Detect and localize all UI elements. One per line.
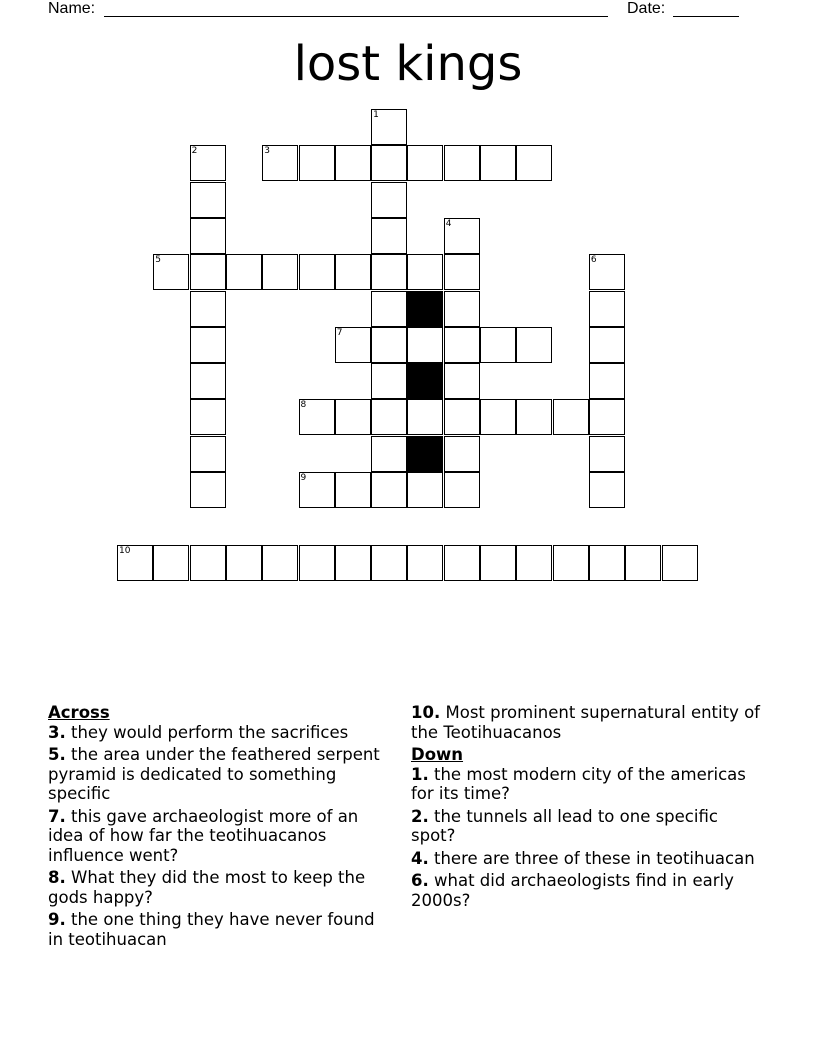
crossword-cell[interactable] — [299, 545, 335, 581]
crossword-cell[interactable] — [407, 145, 443, 181]
crossword-cell[interactable] — [190, 327, 226, 363]
crossword-cell[interactable] — [407, 545, 443, 581]
clue-across-7: 7. this gave archaeologist more of an idea of how far the teotihuacanos influence went? — [48, 806, 359, 865]
clue-number: 5 — [155, 255, 162, 266]
clue-number: 4 — [445, 218, 452, 229]
crossword-cell[interactable] — [335, 145, 371, 181]
page-title: lost kings — [293, 36, 523, 92]
clue-down-1: 1. the most modern city of the americas for its time? — [411, 764, 746, 803]
crossword-cell[interactable] — [589, 327, 625, 363]
crossword-cell[interactable] — [371, 545, 407, 581]
crossword-cell[interactable] — [190, 145, 226, 181]
crossword-cell[interactable] — [226, 254, 262, 290]
crossword-cell[interactable] — [299, 145, 335, 181]
crossword-cell[interactable] — [589, 545, 625, 581]
crossword-cell[interactable] — [190, 399, 226, 435]
crossword-cell[interactable] — [589, 291, 625, 327]
crossword-cell[interactable] — [335, 399, 371, 435]
crossword-cell[interactable] — [262, 545, 298, 581]
name-label: Name: — [48, 0, 96, 17]
crossword-cell[interactable] — [190, 291, 226, 327]
clues-right-column — [411, 703, 761, 913]
crossword-cell[interactable] — [371, 254, 407, 290]
crossword-cell[interactable] — [407, 399, 443, 435]
crossword-cell[interactable] — [190, 254, 226, 290]
crossword-cell[interactable] — [335, 472, 371, 508]
crossword-cell[interactable] — [516, 399, 552, 435]
crossword-cell[interactable] — [262, 254, 298, 290]
clues-left-column — [48, 703, 393, 952]
clue-across-10: 10. Most prominent supernatural entity of the Teotihuacanos — [411, 703, 760, 742]
clue-number: 10 — [119, 545, 131, 556]
crossword-block — [407, 436, 443, 472]
crossword-cell[interactable] — [444, 254, 480, 290]
crossword-cell[interactable] — [589, 472, 625, 508]
clue-number: 2 — [191, 146, 198, 157]
clue-number: 8 — [300, 400, 307, 411]
crossword-cell[interactable] — [190, 436, 226, 472]
crossword-cell[interactable] — [299, 254, 335, 290]
across-heading: Across — [48, 703, 110, 722]
crossword-cell[interactable] — [662, 545, 698, 581]
crossword-cell[interactable] — [589, 363, 625, 399]
crossword-cell[interactable] — [480, 145, 516, 181]
crossword-cell[interactable] — [153, 254, 189, 290]
crossword-cell[interactable] — [516, 545, 552, 581]
crossword-cell[interactable] — [480, 545, 516, 581]
crossword-cell[interactable] — [371, 436, 407, 472]
crossword-cell[interactable] — [262, 145, 298, 181]
clue-number: 9 — [300, 473, 307, 483]
crossword-cell[interactable] — [190, 472, 226, 508]
crossword-cell[interactable] — [371, 182, 407, 218]
crossword-cell[interactable] — [335, 254, 371, 290]
crossword-cell[interactable] — [190, 363, 226, 399]
crossword-cell[interactable] — [553, 399, 589, 435]
crossword-cell[interactable] — [444, 472, 480, 508]
crossword-cell[interactable] — [226, 545, 262, 581]
crossword-cell[interactable] — [625, 545, 661, 581]
crossword-cell[interactable] — [153, 545, 189, 581]
crossword-cell[interactable] — [589, 254, 625, 290]
clue-across-3: 3. they would perform the sacrifices — [48, 722, 349, 742]
clue-number: 6 — [590, 255, 597, 266]
date-label: Date: — [627, 0, 666, 17]
clue-number: 3 — [264, 146, 270, 157]
crossword-cell[interactable] — [299, 472, 335, 508]
crossword-cell[interactable] — [190, 218, 226, 254]
crossword-cell[interactable] — [190, 545, 226, 581]
crossword-block — [407, 291, 443, 327]
crossword-cell[interactable] — [371, 472, 407, 508]
clue-number: 1 — [373, 110, 379, 120]
crossword-cell[interactable] — [335, 545, 371, 581]
crossword-cell[interactable] — [407, 327, 443, 363]
crossword-cell[interactable] — [371, 145, 407, 181]
crossword-cell[interactable] — [444, 399, 480, 435]
crossword-cell[interactable] — [190, 182, 226, 218]
crossword-cell[interactable] — [371, 109, 407, 145]
crossword-cell[interactable] — [371, 363, 407, 399]
crossword-block — [407, 363, 443, 399]
crossword-cell[interactable] — [480, 327, 516, 363]
crossword-cell[interactable] — [444, 436, 480, 472]
crossword-cell[interactable] — [117, 545, 153, 581]
crossword-cell[interactable] — [589, 436, 625, 472]
crossword-cell[interactable] — [444, 545, 480, 581]
crossword-cell[interactable] — [444, 291, 480, 327]
crossword-cell[interactable] — [553, 545, 589, 581]
down-heading: Down — [411, 745, 464, 764]
crossword-cell[interactable] — [371, 218, 407, 254]
crossword-cell[interactable] — [335, 327, 371, 363]
clue-down-4: 4. there are three of these in teotihuacan — [411, 848, 755, 868]
crossword-cell[interactable] — [444, 145, 480, 181]
crossword-cell[interactable] — [299, 399, 335, 435]
clue-across-9: 9. the one thing they have never found in teotihuacan — [48, 910, 375, 949]
crossword-cell[interactable] — [444, 363, 480, 399]
crossword-cell[interactable] — [371, 327, 407, 363]
crossword-cell[interactable] — [444, 327, 480, 363]
crossword-cell[interactable] — [444, 218, 480, 254]
crossword-cell[interactable] — [371, 399, 407, 435]
crossword-cell[interactable] — [407, 472, 443, 508]
clue-down-6: 6. what did archaeologists find in early 2000s? — [411, 871, 734, 910]
clue-down-2: 2. the tunnels all lead to one specific spot? — [411, 806, 718, 845]
clue-number: 7 — [336, 327, 343, 338]
clue-across-5: 5. the area under the feathered serpent pyramid is dedicated to something specific — [48, 745, 380, 803]
crossword-cell[interactable] — [516, 327, 552, 363]
crossword-cell[interactable] — [371, 291, 407, 327]
clue-across-8: 8. What they did the most to keep the gods happy? — [48, 868, 366, 907]
crossword-cell[interactable] — [516, 145, 552, 181]
crossword-cell[interactable] — [589, 399, 625, 435]
crossword-cell[interactable] — [480, 399, 516, 435]
crossword-cell[interactable] — [407, 254, 443, 290]
